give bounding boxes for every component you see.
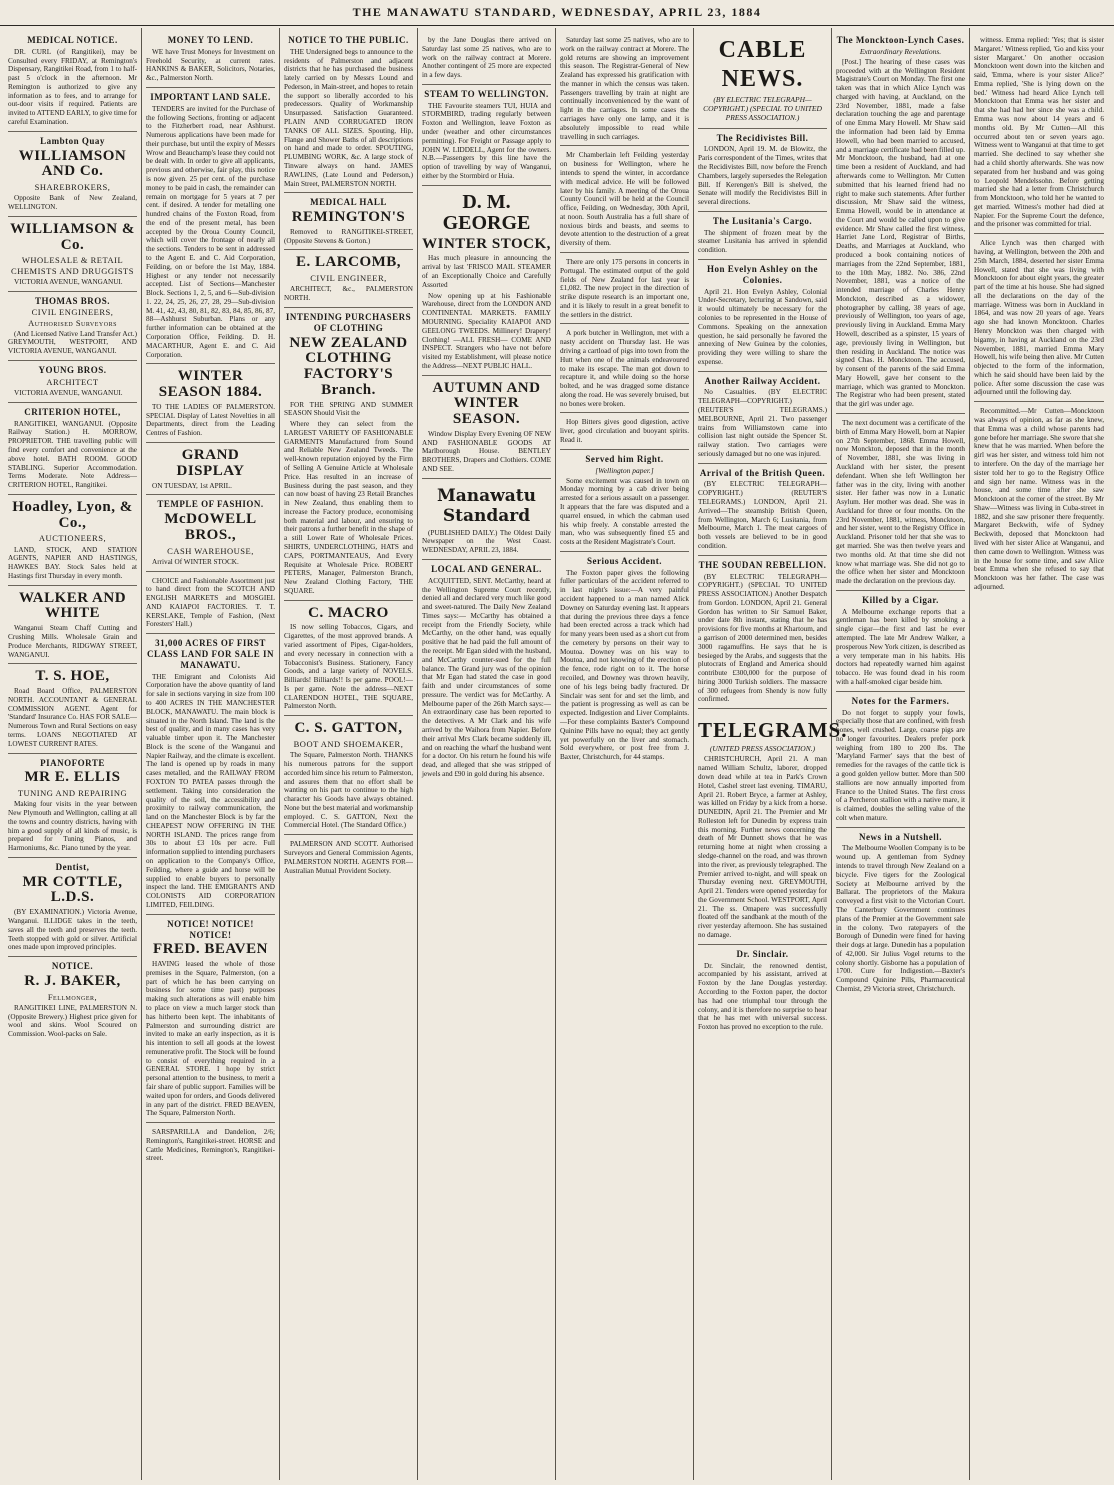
item-body: Making four visits in the year between New Plymouth and Wellington, calling at all the towns and country districts, having with him a good supply of all kinds of music, is prepared for Tuning Pianos, and Harmoniums, &c. Piano tuned by the year.	[8, 800, 137, 853]
item-display-heading: Hoadley, Lyon, & Co.,	[12, 498, 133, 531]
item-body: Road Board Office, PALMERSTON NORTH. ACCOUNTANT & GENERAL COMMISSION AGENT. Agent for 'Standard' Insurance Co. HAS FOR SALE—Numerous Town and Rural Sections on easy terms. LOANS NEGOTIATED AT LOWEST CURRENT RATES.	[8, 687, 137, 748]
item-body: PALMERSON AND SCOTT. Authorised Surveyors and General Commission Agents, PALMERSTON NORTH. AGENTS FOR—Australian Mutual Provident Society.	[284, 840, 413, 875]
column-item	[698, 31, 827, 129]
column-item	[560, 413, 689, 449]
item-heading: News in a Nutshell.	[858, 831, 942, 842]
column-item	[698, 212, 827, 260]
column-item	[284, 250, 413, 308]
item-heading: MEDICAL NOTICE.	[27, 35, 118, 45]
column-item	[422, 31, 551, 85]
column-4	[418, 28, 556, 1480]
item-body: witness. Emma replied: 'Yes; that is sister Margaret.' Witness replied, 'Go and kiss your sister Margaret.' On another occasion Moncktoon went down into the kitchen and said, 'Emma, where is your sister Alice?' Emma replied, 'She is lying down on the bed.' Witness had heard Alice Lynch tell Moncktoon that Emma was her sister and that she had had her since she was a child. Emma was now about 14 years and 6 months old. By Mr Cutten—All this occurred about ten or seven years ago. Witness went to Wanganui at that time to get married. She declined to say whether she had a child shortly afterwards. She was now separated from her husband and was going to Leopold Mendelssohn. Before getting married she had a letter from Christchurch from Moncktoon, who told her he wanted to get married. Witness's mother had died at Napier. For the Supreme Court the defence, and the prisoner was committed for trial.	[974, 36, 1104, 229]
item-body: (And Licensed Native Land Transfer Act.) GREYMOUTH, WESTPORT, AND VICTORIA AVENUE, WANGANUI.	[8, 329, 137, 356]
column-item	[422, 479, 551, 560]
column-item	[8, 31, 137, 132]
item-body: April 21. Hon Evelyn Ashley, Colonial Under-Secretary, lecturing at Sandown, said it would ultimately be necessary for the colonies to be represented in the House of Commons. Speaking on the annexation question, he said personally he favored the annexing of New Guinea by the colonies, providing they were willing to share the expense.	[698, 287, 827, 366]
item-display-heading: WALKER AND WHITE	[18, 589, 127, 622]
column-3	[280, 28, 418, 1480]
item-body: ON TUESDAY, 1st APRIL.	[152, 481, 232, 490]
item-heading: Notes for the Farmers.	[851, 695, 950, 706]
item-display-heading: WILLIAMSON AND Co.	[18, 147, 127, 180]
item-heading: The Moncktoon-Lynch Cases.	[836, 35, 965, 45]
item-dateline: (BY ELECTRIC TELEGRAPH—COPYRIGHT.) (SPECIAL TO UNITED PRESS ASSOCIATION.)	[703, 94, 822, 122]
item-display-heading: R. J. BAKER,	[24, 972, 121, 989]
item-display-heading: AUTUMN AND WINTER SEASON.	[432, 379, 541, 428]
column-item	[146, 1123, 275, 1167]
item-body: A pork butcher in Wellington, met with a nasty accident on Thursday last. He was driving a cartload of pigs into town from the Hutt when one of the animals endeavoured to make its escape. The man got down to recapture it, and while doing so the horse bolted, and he was dragged some distance along the road. He was severely bruised, but no bones were broken.	[560, 329, 689, 408]
item-body: The Square, Palmerston North. THANKS his numerous patrons for the support accorded him since his return to Palmerston, and assures them that no effort shall be wanting on his part to continue to the high character his Goods have always obtained. None but the best material and workmanship employed. C. S. GATTON, Next the Commercial Hotel. (The Standard Office.)	[284, 751, 413, 830]
column-item	[284, 716, 413, 835]
item-body: HAVING leased the whole of those premises in the Square, Palmerston, (on a part of which he has been carrying on business for some time past) purposes making such alterations as will enable him to place on view a much larger stock than has hitherto been kept. The inhabitants of Palmerston and surrounding district are invited to make an early inspection, as it is his intention to sell all goods at the lowest remunerative profit. The Stock will be found to consist of everything required in a GENERAL STORE. I hope by strict personal attention to the business, to merit a fair share of public support. Families will be waited upon for orders, and Goods delivered in any part of the district. FRED BEAVEN, The Square, Palmerston North.	[146, 960, 275, 1118]
item-body: Removed to RANGITIKEI-STREET, (Opposite Stevens & Gorton.)	[284, 227, 413, 245]
item-heading: TEMPLE OF FASHION.	[157, 499, 264, 510]
item-display-heading: T. S. HOE,	[35, 668, 110, 685]
column-item	[8, 754, 137, 858]
column-item	[8, 361, 137, 403]
item-heading: PIANOFORTE	[40, 757, 105, 768]
column-item	[974, 402, 1104, 595]
item-display-heading: GRAND DISPLAY	[176, 447, 245, 479]
item-body: Hop Bitters gives good digestion, active liver, good circulation and buoyant spirits. Read it.	[560, 418, 689, 445]
item-body: ARCHITECT, &c., PALMERSTON NORTH.	[284, 285, 413, 303]
column-item	[146, 634, 275, 914]
column-item	[836, 828, 965, 998]
column-item	[284, 601, 413, 717]
item-body: THE Favourite steamers TUI, HUIA and STORMBIRD, trading regularly between Foxton and Wellington, leave Foxton as under (weather and other circumstances permitting). For Freight or Passage apply to JOHN W. LIDDELL, Agent for the owners. N.B.—Passengers by this line have the option of travelling by way of Wanganui, either by the Stormbird or Huia.	[422, 101, 551, 180]
item-body: Recommitted.—Mr Cutten—Moncktoon was always of opinion, as far as she knew, that Emma was a child whose parents had gone before her marriage. She swore that she knew that he was married. When before the girl was her sister, and witness told him not to interfere. On the day of the marriage her sister told her to go to the Registry Office and sign her name. Witness was in the house, and some time after she saw Moncktoon at the corner of the street. By Mr Shaw—Witness was living in Cuba-street in 1882, and she saw prisoner there frequently. Margaret Beckwith, wife of Sydney Beckwith, deposed that Moncktoon had lived with her sister Alice at Wanganui, and then came down to Wellington. Witness was in the house for some time, and saw Alice beat Emma when she refused to say that Moncktoon was her father. The case was adjourned.	[974, 407, 1104, 591]
item-large-heading: D. M. GEORGE	[442, 190, 531, 234]
column-item	[560, 324, 689, 413]
column-item	[8, 132, 137, 217]
item-display-heading: C. MACRO	[308, 604, 389, 621]
item-body: THE Emigrant and Colonists Aid Corporation have the above quantity of land for sale in sections varying in size from 100 to 400 ACRES IN THE MANCHESTER BLOCK, MANAWATU. The main block is situated in the North Island. The land is the best of quality, and in many cases has very valuable timber upon it. The Manchester Block is the scene of the Wanganui and Napier Railway, and the climate is excellent. The land is opened up by roads in many cases metalled, and the RAILWAY FROM FOXTON TO PATEA passes through the settlement. Taking into consideration the quality of the soil, the accessibility and proximity to railway communication, the land on the Manchester Block is by far the CHEAPEST NOW OFFERING IN THE NORTH ISLAND. The prices range from 30s to about £3 10s per acre. Full information supplied to intending purchasers on application to the Company's Office, Feilding, where a guide and horse will be supplied to enable buyers to personally inspect the land. THE EMIGRANTS AND COLONISTS AID CORPORATION LIMITED, FEILDING.	[146, 672, 275, 909]
item-dateline: (UNITED PRESS ASSOCIATION.)	[709, 744, 816, 754]
item-subheading: WHOLESALE & RETAIL CHEMISTS AND DRUGGISTS	[11, 255, 134, 276]
column-8	[970, 28, 1108, 1480]
column-item	[8, 664, 137, 753]
column-item	[146, 364, 275, 443]
column-item	[146, 495, 275, 571]
item-subheading: AUCTIONEERS,	[38, 533, 107, 544]
item-body: [Post.] The hearing of these cases was proceeded with at the Wellington Resident Magistrate's Court on Monday. The first one taken was that in which Alice Lynch was charged with having, at Auckland, on the 23rd November, 1881, made a false declaration touching the age and parentage of one Emma Mary Howell. Mr Shaw said the information had been laid by Emma Howell, who had been married to accused, and a marriage certificate had been filled up. Mr Moncktoon, the husband, had at one time been a resident of Auckland, and had afterwards come to Wellington. Mr Cutten submitted that his learned friend had no right to make such statements. After further discussion, Mr Shaw said the witness, Emma Howell, would be in attendance at the Court and would be called upon to give evidence. Mr Shaw called the first witness, Harriet Jane Lord, Registrar of Births, Deaths, and Marriages at Auckland, who produced a book containing notices of marriages from the 22nd September, 1881, to the 10th May, 1882. No. 386, 22nd November, 1881, was a notice of the intended marriage of Charles Henry Monckton, described as a widower, photographer by calling, 38 years of age, previously of Wellington, too years of age, previously living in Auckland. Emma Mary Howell, described as a spinster, 15 years of age, previously living in Wellington, but then residing in Auckland. The notice was signed Chas. H. Moncktoon. The accused, by consent of the parents of the said Emma Mary Howell, gave her consent to the marriage, which was granted to Monckton. The Registrar who had been present, stated that the girl was under age.	[836, 57, 965, 409]
newspaper-columns	[4, 28, 1110, 1480]
cable-news-title: CABLE NEWS.	[718, 37, 807, 92]
column-item	[284, 31, 413, 193]
item-body: Dr. Sinclair, the renowned dentist, accompanied by his assistant, arrived at Foxton by the Jane Douglas yesterday. According to the Foxton paper, the doctor has had one triumphal tour through the colony, and it is therefore no surprise to hear that he has met with universal success. Foxton has proved no exception to the rule.	[698, 961, 827, 1032]
column-item	[698, 372, 827, 464]
item-heading: LOCAL AND GENERAL.	[431, 563, 542, 574]
item-body: WE have Trust Moneys for Investment on Freehold Security, at current rates. HANKINS & BAKER, Solicitors, Notaries, &c., Palmerston North.	[146, 47, 275, 83]
column-6	[694, 28, 848, 1480]
item-body: VICTORIA AVENUE, WANGANUI.	[14, 389, 123, 398]
item-heading: INTENDING PURCHASERS OF CLOTHING	[285, 311, 412, 333]
column-item	[146, 88, 275, 364]
column-item	[698, 260, 827, 372]
column-item	[974, 31, 1104, 234]
item-subheading: Fellmonger,	[47, 991, 98, 1002]
item-heading: Serious Accident.	[587, 555, 662, 566]
item-body: Saturday last some 25 natives, who are to work on the railway contract at Morere. The gold returns are showing an improvement this season. The Registrar-General of New Zealand has expressed his gratification with the manner in which the census was taken. Passengers travelling by train at night are continually inconvenienced by the want of light in the carriages. In some cases the carriages have only one lamp, and it is absolutely impossible to read while travelling in such carriages.	[560, 36, 689, 141]
item-heading: The Recidivistes Bill.	[716, 132, 809, 143]
item-heading: Another Railway Accident.	[704, 375, 821, 386]
item-body: (BY EXAMINATION.) Victoria Avenue, Wanganui. ILLIDGE takes in the teeth, saves all the teeth and preserves the teeth. Teeth stopped with gold or silver. Artificial ones made upon improved principles.	[8, 908, 137, 952]
item-body: THE Undersigned begs to announce to the residents of Palmerston and adjacent districts that he has purchased the business lately carried on by Messrs Lound and Pederson, in Main-street, and hopes to retain the support so liberally accorded to his predecessors. Quality of Workmanship Unsurpassed. Satisfaction Guaranteed. PLAIN AND CORRUGATED IRON TANKS OF ALL SIZES. Spouting, Hip, Flange and Shower Baths of all descriptions on hand and made to order. SPOUTING, PLUMBING WORK, &c. A large stock of Tinware always on hand. JAMES RAWLINS, (Late Lound and Pederson,) Main Street, PALMERSTON NORTH.	[284, 47, 413, 188]
item-body: A Melbourne exchange reports that a gentleman has been killed by smoking a single cigar—the first and last he ever attempted. The late Mr Andrew Walker, a prosperous New York citizen, is described as a very temperate man in his habits. His doctors had repeatedly warned him against tobacco. He was found dead in his room with a half-smoked cigar beside him.	[836, 607, 965, 686]
item-body: Do not forget to supply your fowls, especially those that are confined, with fresh bones, well crushed. Large, coarse pigs are no longer favourites. Dealers prefer pork weighing from 180 to 200 lbs. The 'Maryland Farmer' says that the best of remedies for the ravages of the cattle tick is a good golden yellow butter. More than 500 stallions are now annually imported from France to the United States. The first cross of a Percheron stallion with a native mare, it is claimed, doubles the selling value of the colt when mature.	[836, 708, 965, 822]
item-body: ACQUITTED, SENT. McCarthy, heard at the Wellington Supreme Court recently, denied all and declared very much like good and sweet-natured. The Daily New Zealand Times says:— McCarthy has obtained a receipt from the Friendly Society, while McCarthy, on the other hand, was equally positive that he had paid the full amount of the receipt. Mr Egan sided with the husband, and McCarthy counter-sued for the full balance. The Grand jury was of the opinion that Mr Egan had stated the case in good faith and under circumstances of some pressure. The verdict was for McCarthy. A Melbourne paper of the 26th March says:—An extraordinary case has been reported to the detectives. A Mr Clark and his wife arrived by the Waihora from Napier. Before their arrival Mrs Clark became suddenly ill, and on reaching the wharf the husband went for a doctor. On his return he found his wife dead, and alleged that she was stripped of jewels and £90 in gold during his absence.	[422, 576, 551, 778]
item-heading: MEDICAL HALL	[310, 197, 387, 208]
item-subheading: CIVIL ENGINEER,	[310, 273, 387, 284]
item-subheading: SHAREBROKERS,	[34, 182, 111, 193]
item-subheading: TUNING AND REPAIRING	[17, 788, 128, 799]
item-heading: Killed by a Cigar.	[862, 594, 939, 605]
column-item	[284, 308, 413, 601]
item-subheading: ARCHITECT	[46, 376, 99, 387]
item-body: (PUBLISHED DAILY.) The Oldest Daily Newspaper on the West Coast. WEDNESDAY, APRIL 23, 1884.	[422, 528, 551, 555]
item-body: Some excitement was caused in town on Monday morning by a cab driver being arrested for a serious assault on a passenger. It appears that the fare was disputed and a quarrel ensued, in which the cabman used his whip freely. A constable arrested the man, who was subsequently fined £5 and costs at the Resident Magistrate's Court.	[560, 476, 689, 547]
column-item	[8, 495, 137, 586]
item-display-heading: WILLIAMSON & Co.	[10, 220, 135, 253]
item-display-heading: WINTER SEASON 1884.	[158, 368, 263, 401]
column-item	[560, 253, 689, 324]
item-display-heading: C. S. GATTON,	[294, 720, 403, 737]
item-body: There are only 175 persons in concerts in Portugal. The estimated output of the gold fields of New Zealand for last year is £1,082. The new project in the direction of strike dispute research is an important one, and it is likely to result in a great benefit to the settlers in the district.	[560, 257, 689, 319]
column-item	[284, 835, 413, 879]
item-body: LONDON, April 19. M. de Blowitz, the Paris correspondent of the Times, writes that the Recidivistes Bill, now before the French Chambers, largely supersedes the Relegation Bill. If Kerengen's Bill is shelved, the Senate will modify the Recidivistes Bill in several directions.	[698, 145, 828, 207]
item-heading: Dr. Sinclair.	[736, 948, 789, 959]
item-body: TENDERS are invited for the Purchase of the following Sections, fronting or adjacent to the Fitzherbert road, near Ashhurst. Numerous applications have been made for their purchase, but until the expiry of Messrs Wrow and Beauchamp's lease they could not be dealt with. In order to give all applicants, previous and otherwise, fair play, this notice is now given. 25 per cent. of the purchase money to be paid in cash, the remainder can remain on mortgage for 5 years at 7 per cent. if desired. A tender for metalling one hundred chains of the Foxton Road, from the end of the present metal, has been accepted by the Oroua County Council, which will cover the frontage of nearly all the sections. Tenders to be sent in addressed to the Agent E. and C. Aid Corporation, Feilding, on or before the 1st May, 1884. Highest or any tender not necessarily accepted. List of Sections—Manchester Block. Sections 1, 2, 5, and 6—Sub-division 1. 22, 24, 25, 26, 27, 28, 29—Sub-division M. 41, 42, 43, 80, 81, 82, 83, 84, 85, 86, 87, 88—Ashhurst Suburban. Plans or any further information can be obtained at the Corporation Office, Feilding. D. H. MACARTHUR, Agent E. and C. Aid Corporation.	[146, 104, 275, 359]
item-body: VICTORIA AVENUE, WANGANUI.	[14, 277, 123, 286]
column-item	[8, 586, 137, 665]
item-heading: Arrival of the British Queen.	[699, 467, 826, 478]
column-item	[146, 31, 275, 88]
column-item	[422, 186, 551, 376]
item-heading: NOTICE.	[51, 961, 94, 972]
column-item	[8, 957, 137, 1043]
item-body: (BY ELECTRIC TELEGRAPH—COPYRIGHT.) (SPECIAL TO UNITED PRESS ASSOCIATION.) Another Despatch from Gordon. LONDON, April 21. General Gordon has written to Sir Samuel Baker, under date 8th instant, stating that he has provisions for five months at Khartoum, and a garrison of 2000 determined men, besides 3000 ragamuffins. He says that he is besieged by the Arabs, and suggests that the plutocrats of England and America should contribute £300,000 for the purpose of hiring 3000 Turkish soldiers. The massacre of 300 refugees from Shendy is now fully confirmed.	[698, 572, 827, 704]
item-body: CHRISTCHURCH, April 21. A man named William Schultz, laborer, dropped down dead while at tea in Park's Crown Hotel, Cashel street last evening. TIMARU, April 21. Robert Bryce, a farmer at Ashley, was killed on Friday by a kick from a horse. DUNEDIN, April 21. The Premier and Mr Rolleston left for Dunedin by express train this morning. Further news concerning the death of Mr Dunnett shows that he was returning home at night when crossing a sledge-channel on the road, and was thrown into the river, as previously telegraphed. The Premier arrived to-night, and will speak on Thursday evening next. GREYMOUTH, April 21. Tenders were opened yesterday for the Government School. WESTPORT, April 21. The ss. Omapere was successfully floated off the sandbank at the mouth of the river yesterday afternoon. She has sustained no damage.	[698, 755, 827, 940]
item-heading: CRITERION HOTEL,	[24, 406, 121, 417]
item-display-heading: NEW ZEALAND CLOTHING FACTORY'S Branch.	[289, 334, 408, 398]
item-display-heading: WINTER STOCK,	[422, 235, 551, 252]
item-heading: NOTICE TO THE PUBLIC.	[288, 35, 409, 45]
item-heading: 31,000 ACRES OF FIRST CLASS LAND FOR SALE IN MANAWATU.	[146, 638, 275, 670]
item-body: RANGITIKEI, WANGANUI. (Opposite Railway Station.) H. MORROW, PROPRIETOR. THE travelling public will find every comfort and convenience at the above hotel. BATH ROOM. GOOD STABLING. Superior Accommodation. Terms Moderate. Note Address— CRITERION HOTEL, Rangitikei.	[8, 419, 137, 490]
item-heading: MONEY TO LEND.	[167, 35, 254, 45]
item-display-heading: MR COTTLE, L.D.S.	[22, 873, 123, 906]
column-2	[142, 28, 280, 1480]
column-item	[698, 464, 827, 556]
item-body: Alice Lynch was then charged with having, at Wellington, between the 20th and 25th March, 1884, deserted her sister Emma Howell, stated that she was living with Moncktoon for about eight years, the greater part of the time at his house. She had signed all the declarations on the day of the marriage. Witness was born in Auckland in 1864, and was now 20 years of age. Years ago she had known Moncktoon. Charles Henry Monckton was then charged with bigamy, in having at Auckland on the 23rd November, 1881, married Emma Mary Howell, his wife being then alive. Mr Cutten objected to the form of the information, which he said should have been laid by the police. After some discussion the case was adjourned until the following day.	[974, 239, 1104, 397]
item-heading: Hon Evelyn Ashley on the Colonies.	[706, 264, 819, 285]
item-subheading: CIVIL ENGINEERS, Authorised Surveyors	[28, 307, 117, 328]
column-item	[836, 414, 965, 591]
item-body: No Casualties. (BY ELECTRIC TELEGRAPH—COPYRIGHT.) (REUTER'S TELEGRAMS.) MELBOURNE, April 21. Two passenger trains from Williamstown came into collision last night outside the Spencer St. railway station. Two carriages were seriously damaged but no one was injured.	[698, 388, 827, 458]
column-item	[698, 709, 848, 945]
column-item	[698, 129, 827, 212]
column-item	[422, 560, 551, 783]
column-item	[8, 403, 137, 495]
item-heading: YOUNG BROS.	[38, 365, 107, 376]
item-body: Mr Chamberlain left Feilding yesterday on business for Wellington, where he intends to spend the winter, in accordance with medical advice. He will be followed later by his family. A meeting of the Oroua County Council will be held at the Council office, Feilding, on Wednesday, 30th April, at noon. South Australia has a full share of noxious birds and beasts, and seems to devote attention to the destruction of a great diversity of them.	[560, 151, 689, 248]
item-display-heading: McDOWELL BROS.,	[164, 511, 257, 543]
column-item	[836, 591, 965, 692]
column-item	[974, 234, 1104, 402]
item-body-continued: Now opening up at his Fashionable Warehouse, direct from the LONDON AND CONTINENTAL MARKETS. FAMILY MOURNING. Speciality KAIAPOI AND GEELONG TWEEDS. Millinery! Drapery! Clothing! —ALL FRESH— COME AND INSPECT. Strangers who have not before visited my Establishment, will please notice the Address—NEXT PUBLIC HALL.	[422, 291, 551, 370]
item-body: CHOICE and Fashionable Assortment just to hand direct from the SCOTCH AND ENGLISH MARKETS and MOSGIEL AND KAIAPOI FACTORIES. T. T. KERSLAKE, Temple of Fashion, (Next Foresters' Hall.)	[146, 576, 275, 629]
item-body: Window Display Every Evening OF NEW AND FASHIONABLE GOODS AT Marlborough House. BENTLEY BROTHERS, Drapers and Clothiers. COME AND SEE.	[422, 429, 551, 474]
newspaper-title: Manawatu Standard	[436, 485, 537, 527]
item-body-continued: Where they can select from the LARGEST VARIETY OF FASHIONABLE GARMENTS Manufactured from Sound and Reliable New Zealand Tweeds. The well-known reputation enjoyed by the Firm of Selling A Genuine Article at Wholesale Price. Has resulted in an increase of Business during the past season, and they can now boast of having 23 Retail Branches in New Zealand, thus enabling them to increase the Factory produce, economising both material and labour, and ensuring to their patrons a further benefit in the shape of a still Lower Rate of Wholesale Prices. SHIRTS, UNDERCLOTHING, HATS and CAPS, PORTMANTEAUS, And Every Requisite at Wholesale Price. ROBERT PETERS, Manager, Palmerston Branch, New Zealand Clothing Factory, THE SQUARE.	[284, 420, 413, 595]
item-body: IS now selling Tobaccos, Cigars, and Cigarettes, of the most approved brands. A varied assortment of Pipes, Cigar-holders, and every necessary in connection with a Tobacconist's Business. Stationery, Fancy Goods, and a large variety of NOVELS. Billiards! Billiards!! Is per game. POOL!—Is per game. Note the address—NEXT CLARENDON HOTEL, THE SQUARE, Palmerston North.	[284, 623, 413, 711]
column-item	[146, 443, 275, 495]
item-heading: THOMAS BROS.	[34, 295, 110, 306]
column-item	[284, 193, 413, 250]
column-item	[836, 692, 965, 828]
telegrams-title: TELEGRAMS.	[698, 718, 848, 743]
column-item	[698, 945, 827, 1036]
item-body: RANGITIKEI LINE, PALMERSTON N. (Opposite Brewery.) Highest price given for wool and skins. Wool Scoured on Commission. Wool-packs on Sale.	[8, 1003, 137, 1039]
item-body: The next document was a certificate of the birth of Emma Mary Howell, born at Napier on 27th September, 1868. Emma Howell, now Monckton, deposed that in the month of November, 1881, she was living in Auckland with her sister, the present defendant. When she left Wellington her father was in the city, living with another sister. Her father was now in a Lunatic Asylum. Her mother was dead. She was in Auckland for three or four months. On the 23rd November, 1881, witness, Moncktoon, and her sister, went to the Registry Office in Auckland. Prisoner told her that she was to get married. She was then twelve years and two months old. At that time she did not know what marriage was. She did not go to the office when her sister and Moncktoon made the declaration on the previous day.	[836, 419, 965, 586]
item-heading: Served him Right.	[585, 453, 664, 464]
column-item	[146, 572, 275, 635]
column-1	[4, 28, 142, 1480]
item-heading: NOTICE! NOTICE! NOTICE!	[167, 918, 254, 940]
column-item	[8, 292, 137, 362]
item-heading: IMPORTANT LAND SALE.	[150, 91, 271, 102]
column-item	[560, 31, 689, 146]
column-item	[836, 31, 965, 414]
column-item	[698, 556, 827, 710]
item-body: SARSPARILLA and Dandelion, 2/6; Remington's, Rangitikei-street. HORSE and Cattle Medicines, Remington's, Rangitikei-street.	[146, 1128, 275, 1163]
masthead	[0, 0, 1114, 26]
item-dateline: [Wellington paper.]	[595, 465, 654, 475]
item-display-heading: E. LARCOMB,	[295, 254, 402, 271]
item-body: The Melbourne Woollen Company is to be wound up. A gentleman from Sydney intends to travel through New Zealand on a bicycle. Five tigers for the Zoological Society at Melbourne arrived by the Ballarat. The proprietors of the Makura conveyed a first visit to the Victorian Court. The Canterbury Government continues plans of the Premier at the Government sale in the colony. Two ratepayers of the Borough of Dunedin were fined for having their dogs at large. Dunedin has a population of 42,000. Sir Julius Vogel returns to the colony shortly. Gisborne has a population of 1700. Cure for Indigestion.—Baxter's Compound Quinine Pills, Pharmaceutical Chemist, 29 Victoria street, Christchurch.	[836, 844, 965, 993]
item-display-heading: FRED. BEAVEN	[153, 941, 268, 958]
column-item	[8, 858, 137, 957]
item-body: TO THE LADIES OF PALMERSTON. SPECIAL Display of Latest Novelties in all Departments, direct from the Leading Centres of Fashion.	[146, 402, 275, 438]
item-display-heading: REMINGTON'S	[291, 209, 406, 226]
item-heading: THE SOUDAN REBELLION.	[698, 559, 827, 570]
column-item	[560, 450, 689, 552]
column-item	[560, 146, 689, 253]
item-subheading: CASH WAREHOUSE,	[167, 545, 254, 556]
item-body: The Foxton paper gives the following fuller particulars of the accident referred to in last night's issue:—A very painful accident happened to a man named Alick Downey on Saturday evening last. It appears that during the previous three days a fence had been erected across a track which had for many years been used as a short cut from the cemetery by persons on their way to Moutoa. Downey was on his way to Moutoa, and not knowing of the erection of the fence, rode right on to it. The horse recoiled, and Downey was thrown heavily, one of his legs being badly fractured. Dr Sinclair was sent for and set the limb, and the patient is progressing as well as can be expected. Indigestion and Liver Complaints.—For these complaints Baxter's Compound Quinine Pills have no equal; they act gently yet powerfully on the liver and stomach. Sold everywhere, or post free from J. Baxter, Christchurch, for 44 stamps.	[560, 568, 689, 762]
item-body: Opposite Bank of New Zealand, WELLINGTON.	[8, 194, 137, 212]
item-body: FOR THE SPRING AND SUMMER SEASON Should Visit the	[284, 400, 413, 418]
item-heading: STEAM TO WELLINGTON.	[424, 88, 549, 99]
item-body: Arrival Of WINTER STOCK.	[152, 557, 239, 566]
item-body: Has much pleasure in announcing the arrival by last 'FRISCO MAIL STEAMER of an Exceptionally Choice and Carefully Assorted	[422, 254, 551, 289]
item-body: by the Jane Douglas there arrived on Saturday last some 25 natives, who are to work on the railway contract at Morere. Another contingent of 25 more are expected in a few days.	[422, 36, 551, 80]
item-body: LAND, STOCK, AND STATION AGENTS, NAPIER AND HASTINGS, HAWKES BAY. Stock Sales held at Hastings first Thursday in every month.	[8, 545, 137, 580]
item-body: (BY ELECTRIC TELEGRAPH—COPYRIGHT.) (REUTER'S TELEGRAMS.) LONDON, April 21. Arrived—The steamship British Queen, from Wellington, March 6; Lusitania, from Melbourne, March 1. The meat cargoes of both vessels are believed to be in good condition.	[698, 480, 827, 550]
column-item	[8, 217, 137, 292]
column-7	[832, 28, 970, 1480]
item-heading: The Lusitania's Cargo.	[712, 215, 813, 226]
column-item	[422, 376, 551, 479]
item-heading: Lambton Quay	[40, 135, 105, 146]
item-body: Wanganui Steam Chaff Cutting and Crushing Mills. Wholesale Grain and Produce Merchants, RIDGWAY STREET, WANGANUI.	[8, 624, 137, 659]
item-body: The shipment of frozen meat by the steamer Lusitania has arrived in splendid condition.	[698, 228, 827, 255]
item-heading: Dentist,	[55, 861, 90, 872]
column-item	[146, 915, 275, 1123]
item-subheading: BOOT AND SHOEMAKER,	[293, 739, 404, 749]
masthead-title: THE MANAWATU STANDARD, WEDNESDAY, APRIL 23, 1884	[352, 5, 762, 19]
column-5	[556, 28, 694, 1480]
item-dateline: Extraordinary Revelations.	[859, 46, 942, 56]
column-item	[560, 552, 689, 766]
item-body: DR. CURL (of Rangitikei), may be Consulted every FRIDAY, at Remington's Dispensary, Rangitikei Road, from 1 to half-past 5 o'clock in the afternoon. Mr Remington is authorized to give any information as to fees, and to arrange for out-door visits if required. Patients are invited to ATTEND EARLY, to give time for careful Examination.	[8, 47, 137, 127]
column-item	[422, 85, 551, 186]
item-display-heading: MR E. ELLIS	[24, 769, 121, 786]
